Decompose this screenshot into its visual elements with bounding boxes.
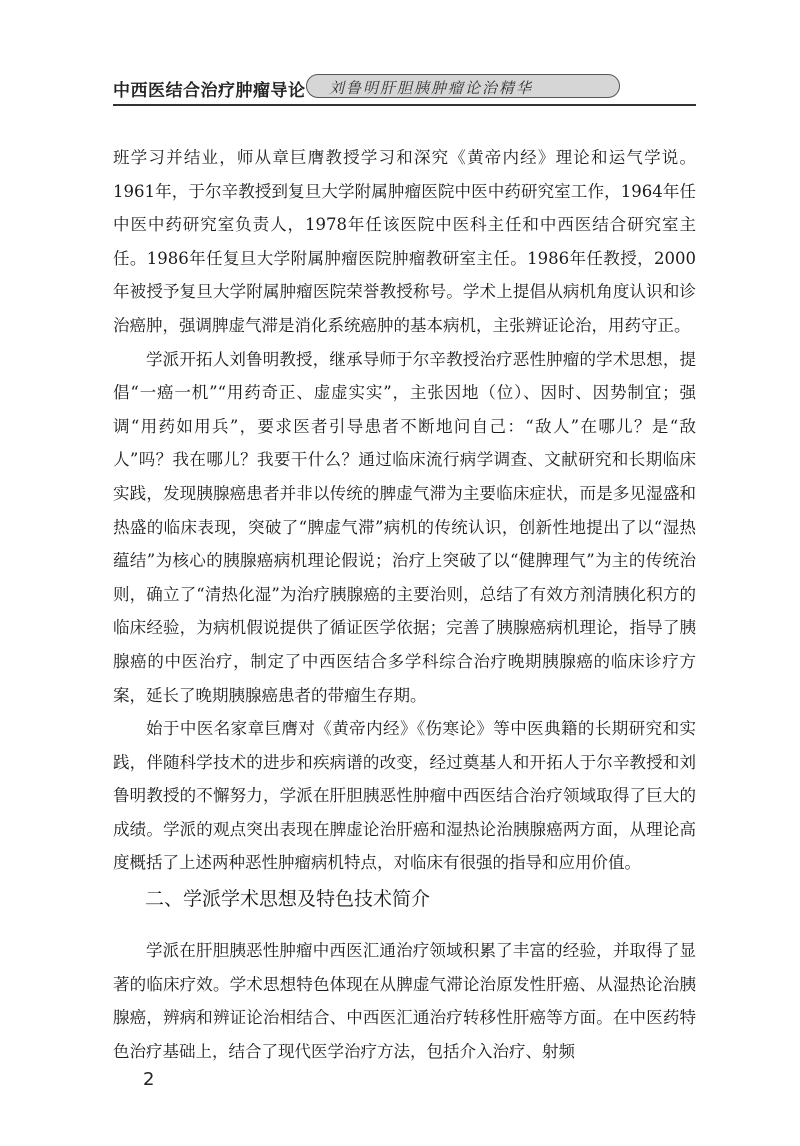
header-rule xyxy=(113,104,696,106)
running-header xyxy=(113,74,696,102)
book-title: 中西医结合治疗肿瘤导论 xyxy=(113,81,306,101)
main-text xyxy=(113,141,696,880)
paragraph: 始于中医名家章巨膺对《黄帝内经》《伤寒论》等中医典籍的长期研究和实践，伴随科学技术的进步和疾病谱的改变，经过奠基人和开拓人于尔辛教授和刘鲁明教授的不懈努力，学派在肝胆胰恶性肿瘤中西医结合治疗领域取得了巨大的成绩。学派的观点突出表现在脾虚论治肝癌和湿热论治胰腺癌两方面，从理论高度概括了上述两种恶性肿瘤病机特点，对临床有很强的指导和应用价值。 xyxy=(113,719,696,873)
series-title-badge xyxy=(306,74,620,98)
series-title: 刘鲁明肝胆胰肿瘤论治精华 xyxy=(329,79,534,97)
section-text xyxy=(113,934,696,1068)
paragraph: 学派开拓人刘鲁明教授，继承导师于尔辛教授治疗恶性肿瘤的学术思想，提倡“一癌一机”“用药奇正、虚虚实实”，主张因地（位）、因时、因势制宜；强调“用药如用兵”，要求医者引导患者不断地问自己：“敌人”在哪儿？是“敌人”吗？我在哪儿？我要干什么？通过临床流行病学调查、文献研究和长期临床实践，发现胰腺癌患者并非以传统的脾虚气滞为主要临床症状，而是多见湿盛和热盛的临床表现，突破了“脾虚气滞”病机的传统认识，创新性地提出了以“湿热蕴结”为核心的胰腺癌病机理论假说；治疗上突破了以“健脾理气”为主的传统治则，确立了“清热化湿”为治疗胰腺癌的主要治则，总结了有效方剂清胰化积方的临床经验，为病机假说提供了循证医学依据；完善了胰腺癌病机理论，指导了胰腺癌的中医治疗，制定了中西医结合多学科综合治疗晚期胰腺癌的临床诊疗方案，延长了晚期胰腺癌患者的带瘤生存期。 xyxy=(113,349,696,705)
paragraph-continued: 班学习并结业，师从章巨膺教授学习和深究《黄帝内经》理论和运气学说。1961年，于尔辛教授到复旦大学附属肿瘤医院中医中药研究室工作，1964年任中医中药研究室负责人，1978年任该医院中医科主任和中西医结合研究室主任。1986年任复旦大学附属肿瘤医院肿瘤教研室主任。1986年任教授，2000年被授予复旦大学附属肿瘤医院荣誉教授称号。学术上提倡从病机角度认识和诊治癌肿，强调脾虚气滞是消化系统癌肿的基本病机，主张辨证论治，用药守正。 xyxy=(113,148,696,335)
page-number: 2 xyxy=(143,1069,155,1090)
paragraph: 学派在肝胆胰恶性肿瘤中西医汇通治疗领域积累了丰富的经验，并取得了显著的临床疗效。学术思想特色体现在从脾虚气滞论治原发性肝癌、从湿热论治胰腺癌，辨病和辨证论治相结合、中西医汇通治疗转移性肝癌等方面。在中医药特色治疗基础上，结合了现代医学治疗方法，包括介入治疗、射频 xyxy=(113,941,696,1061)
section-heading: 二、学派学术思想及特色技术简介 xyxy=(145,888,431,910)
